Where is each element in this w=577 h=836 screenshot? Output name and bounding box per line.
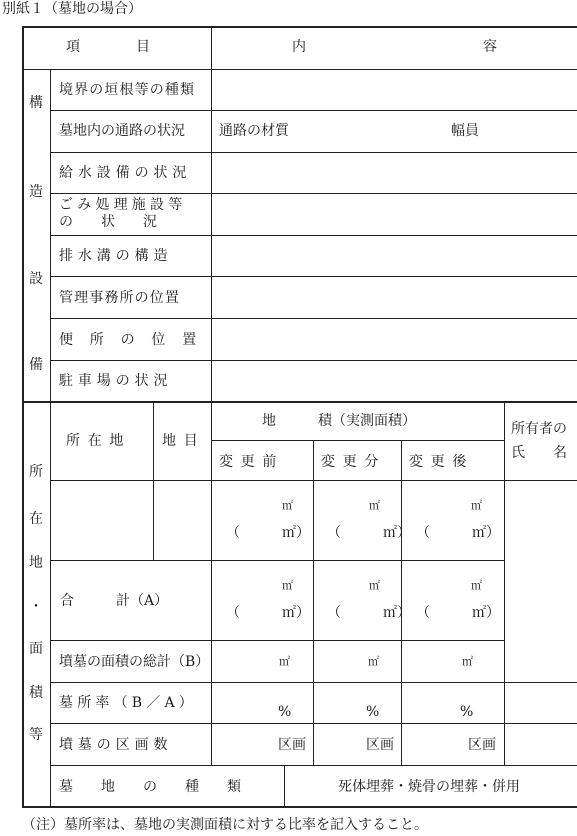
ratio-row-bottom	[50, 723, 577, 724]
ratio-pct-before: %	[278, 704, 292, 720]
kouzou-char-2: 造	[29, 184, 43, 200]
row-label-ratio: 墓所率（B／A）	[59, 695, 197, 711]
funbo-m2-before: ㎡	[279, 655, 290, 668]
col-header-before: 変更前	[219, 454, 285, 470]
kukaku-after: 区画	[468, 737, 496, 753]
row-label-tsuro: 墓地内の通路の状況	[59, 123, 185, 139]
document-title: 別紙１（墓地の場合）	[2, 1, 142, 17]
total-m2-before: ㎡	[282, 579, 293, 592]
shozai-char-1: 所	[29, 464, 43, 480]
row-label-kanri: 管理事務所の位置	[59, 290, 180, 306]
kouzou-section-bottom	[22, 401, 577, 403]
ratio-pct-change: %	[366, 704, 380, 720]
kukaku-before: 区画	[278, 737, 306, 753]
row-label-funbo-area: 墳墓の面積の総計（B）	[59, 654, 210, 670]
funbo-m2-after: ㎡	[462, 655, 473, 668]
row-label-chusha: 駐車場の状況	[59, 373, 173, 389]
frame-bottom	[22, 806, 577, 808]
shozai-char-4: ・	[29, 599, 43, 615]
shozai-char-6: 積	[29, 685, 43, 701]
header-item: 項 目	[66, 39, 150, 55]
col-area-left	[211, 401, 212, 765]
unit-m2-before: ㎡	[282, 499, 293, 512]
unit-m2-change: ㎡	[369, 499, 380, 512]
shozai-char-2: 在	[29, 511, 43, 527]
total-m2-change: ㎡	[369, 579, 380, 592]
kouzou-row-line-3	[50, 193, 577, 194]
col-change-left	[313, 440, 314, 765]
row-label-benjo: 便所の位置	[59, 332, 213, 348]
kouzou-char-1: 構	[29, 95, 43, 111]
kouzou-row-line-5	[50, 276, 577, 277]
shozai-label-divider	[50, 401, 51, 807]
shozai-char-3: 地	[29, 555, 43, 571]
unit-m2-paren-after: （ ㎡）	[416, 525, 500, 541]
total-m2-paren-before: （ ㎡）	[226, 605, 310, 621]
col-header-change: 変更分	[321, 454, 387, 470]
footnote: （注）墓所率は、墓地の実測面積に対する比率を記入すること。	[22, 817, 428, 833]
ratio-pct-after: %	[460, 704, 474, 720]
row-label-type: 墓 地 の 種 類	[59, 779, 241, 795]
kouzou-row-line-1	[50, 110, 577, 111]
area-data-bottom	[50, 560, 504, 561]
row-label-gomi-1: ごみ処理施設等	[59, 197, 187, 213]
col-header-area: 地 積（実測面積）	[262, 413, 416, 429]
shozai-char-7: 等	[29, 727, 43, 743]
kouzou-row-line-4	[50, 235, 577, 236]
row-label-gomi-2: の 状 況	[59, 214, 157, 230]
header-content-left: 内	[292, 39, 306, 55]
header-bottom-line	[22, 69, 577, 70]
total-row-bottom	[50, 640, 504, 641]
kukaku-change: 区画	[366, 737, 394, 753]
kouzou-row-line-2	[50, 152, 577, 153]
col-owner-left	[504, 401, 505, 765]
row-content-tsuro-material: 通路の材質	[219, 123, 289, 139]
area-header-bottom	[50, 480, 577, 481]
total-m2-after: ㎡	[471, 579, 482, 592]
unit-m2-paren-change: （ ㎡）	[327, 525, 411, 541]
col-header-owner-1: 所有者の	[511, 421, 567, 437]
funbo-row-bottom	[50, 682, 577, 683]
kouzou-row-line-7	[50, 360, 577, 361]
kouzou-char-4: 備	[29, 357, 43, 373]
row-value-type: 死体埋葬・焼骨の埋葬・併用	[338, 779, 520, 795]
col-after-left	[401, 440, 402, 765]
row-label-kakine: 境界の垣根等の種類	[59, 82, 196, 98]
unit-m2-after: ㎡	[471, 499, 482, 512]
frame-top	[22, 26, 577, 28]
type-row-divider	[284, 765, 285, 807]
row-label-haisui: 排水溝の構造	[59, 248, 173, 264]
header-content-right: 容	[483, 39, 497, 55]
unit-m2-paren-before: （ ㎡）	[226, 525, 310, 541]
total-m2-paren-after: （ ㎡）	[416, 605, 500, 621]
col-header-chimoku: 地目	[162, 433, 206, 449]
funbo-m2-change: ㎡	[368, 655, 379, 668]
shozai-char-5: 面	[29, 641, 43, 657]
row-label-total: 合 計（A）	[60, 593, 169, 609]
row-label-kyusui: 給水設備の状況	[59, 165, 192, 181]
total-m2-paren-change: （ ㎡）	[327, 605, 411, 621]
area-subheader-line	[211, 440, 504, 441]
col-header-location: 所在地	[66, 433, 132, 449]
row-content-tsuro-width: 幅員	[451, 123, 479, 139]
kouzou-row-line-6	[50, 318, 577, 319]
col-header-after: 変更後	[409, 454, 475, 470]
kouzou-char-3: 設	[29, 271, 43, 287]
col-header-owner-2: 氏 名	[511, 445, 567, 461]
frame-left	[22, 26, 24, 808]
row-label-kukaku: 墳墓の区画数	[59, 737, 173, 753]
kukaku-row-bottom	[50, 765, 577, 766]
